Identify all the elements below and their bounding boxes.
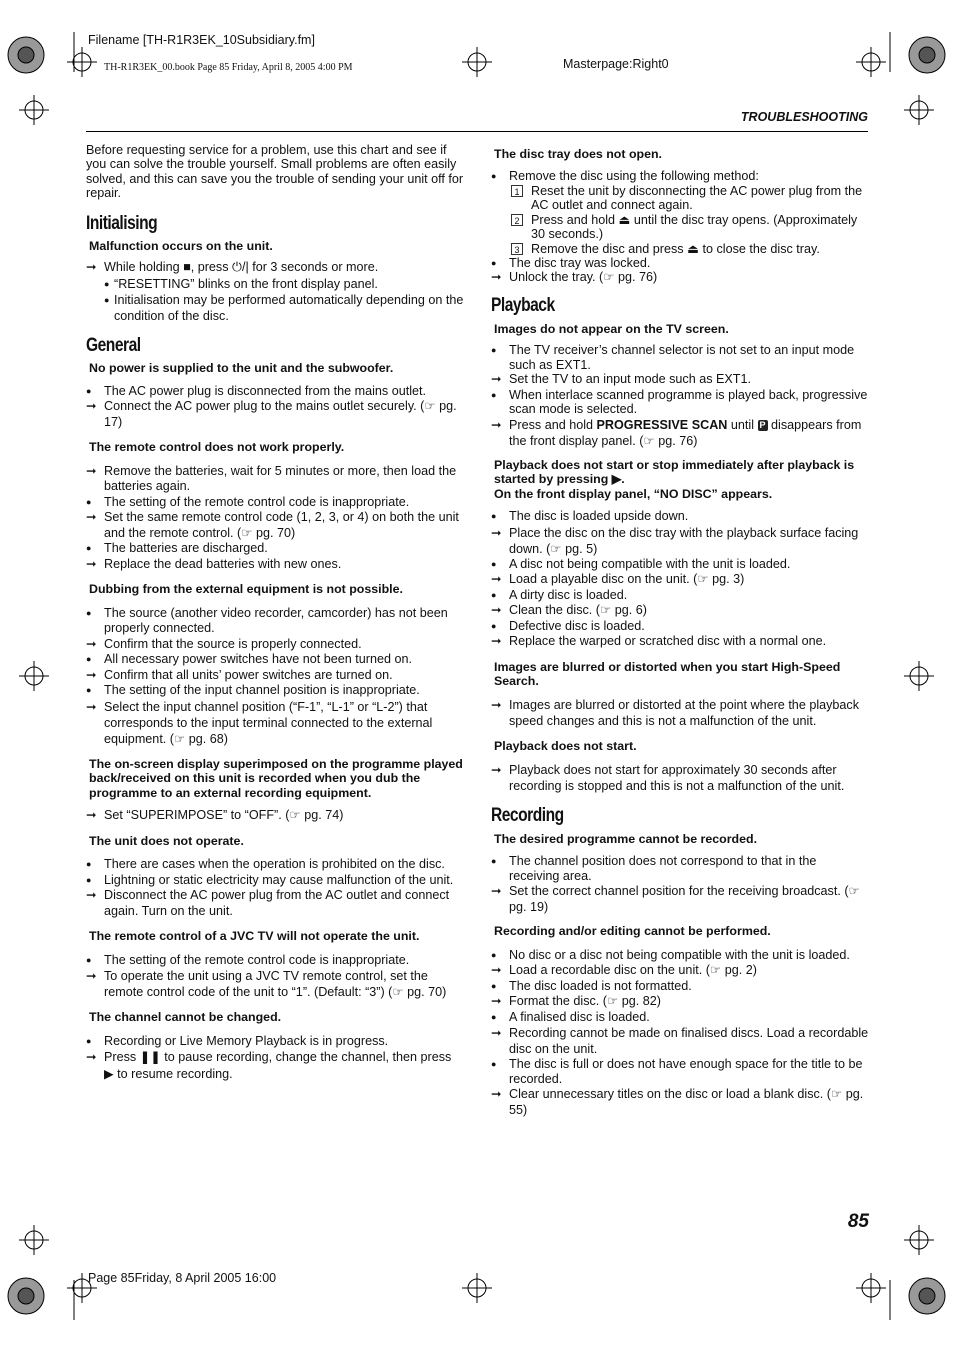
- bullet-icon: ●: [491, 620, 497, 631]
- bullet-icon: ●: [491, 980, 497, 991]
- arrow-icon: ➞: [491, 603, 502, 617]
- footer-line: Page 85Friday, 8 April 2005 16:00: [88, 1271, 277, 1285]
- arrow-icon: ➞: [491, 372, 502, 386]
- list-item: ➞ While holding ■, press ⏻/| for 3 seconds or more.: [86, 260, 379, 275]
- list-item: ➞ Clear unnecessary titles on the disc or load a blank disc. (☞ pg. 55): [491, 1087, 864, 1117]
- list-item: ● All necessary power switches have not been turned on.: [86, 652, 413, 667]
- book-line: TH-R1R3EK_00.book Page 85 Friday, April 8, 2005 4:00 PM: [104, 62, 353, 73]
- arrow-icon: ➞: [491, 884, 502, 898]
- list-item: ● There are cases when the operation is prohibited on the disc.: [86, 857, 445, 872]
- bullet-icon: ●: [86, 859, 92, 870]
- list-item: ➞ To operate the unit using a JVC TV remote control, set the remote control code of the unit to “1”. (Default: “3”) (☞ pg. 70): [86, 969, 447, 1000]
- question: Malfunction occurs on the unit.: [89, 238, 273, 253]
- list-item: ● The source (another video recorder, camcorder) has not been properly connected.: [86, 605, 448, 636]
- bullet-icon: ●: [86, 385, 92, 396]
- arrow-icon: ➞: [491, 1087, 502, 1101]
- question: The desired programme cannot be recorded.: [494, 831, 758, 846]
- question: The disc tray does not open.: [494, 147, 662, 161]
- arrow-icon: ➞: [491, 572, 502, 586]
- bullet-icon: ●: [104, 294, 110, 305]
- question: Recording and/or editing cannot be performed.: [494, 924, 771, 938]
- bullet-icon: ●: [491, 589, 497, 600]
- list-item: ➞ Press and hold PROGRESSIVE SCAN until P disappears from the front display panel. (☞ pg. 76): [491, 417, 862, 448]
- list-item: ● Remove the disc using the following method:: [491, 168, 759, 183]
- list-item: ● Recording or Live Memory Playback is in progress.: [86, 1033, 389, 1048]
- arrow-icon: ➞: [86, 463, 97, 478]
- arrow-icon: ➞: [86, 808, 97, 823]
- bullet-icon: ●: [491, 389, 497, 400]
- bullet-icon: ●: [104, 278, 110, 289]
- bullet-icon: ●: [86, 685, 92, 696]
- list-item: ➞ Select the input channel position (“F-1”, “L-1” or “L-2”) that corresponds to the input terminal connected to the external equipment. (☞ pg. 68): [86, 699, 433, 746]
- list-item: 2 Press and hold ⏏ until the disc tray opens. (Approximately 30 seconds.): [491, 213, 869, 241]
- list-item: ➞ Load a recordable disc on the unit. (☞ pg. 2): [491, 963, 757, 977]
- list-item: ➞ Place the disc on the disc tray with the playback surface facing down. (☞ pg. 5): [491, 525, 859, 556]
- list-item: ➞ Set the TV to an input mode such as EXT1.: [491, 372, 751, 386]
- bullet-icon: ●: [86, 496, 92, 507]
- playback-heading: Playback: [491, 295, 555, 316]
- list-item: ● “RESETTING” blinks on the front display panel.: [104, 276, 378, 291]
- bullet-icon: ●: [86, 1035, 92, 1046]
- list-item: ● The setting of the remote control code is inappropriate.: [86, 494, 410, 509]
- arrow-icon: ➞: [86, 969, 97, 984]
- arrow-icon: ➞: [86, 1050, 97, 1065]
- list-item: ● The disc tray was locked.: [491, 256, 651, 270]
- list-item: ➞ Set “SUPERIMPOSE” to “OFF”. (☞ pg. 74): [86, 808, 344, 823]
- list-item: ➞ Set the correct channel position for the receiving broadcast. (☞ pg. 19): [491, 884, 860, 914]
- list-item: ➞ Clean the disc. (☞ pg. 6): [491, 603, 647, 617]
- bullet-icon: ●: [86, 954, 92, 965]
- list-item: ● Initialisation may be performed automatically depending on the condition of the disc.: [104, 292, 464, 323]
- filename-label: Filename [TH-R1R3EK_10Subsidiary.fm]: [88, 33, 315, 47]
- section-label: TROUBLESHOOTING: [740, 110, 868, 124]
- arrow-icon: ➞: [491, 963, 502, 977]
- progressive-scan-button-label: PROGRESSIVE SCAN: [596, 417, 728, 432]
- question: Images do not appear on the TV screen.: [494, 321, 729, 336]
- step-number-icon: 2: [511, 214, 523, 226]
- step-number-icon: 3: [511, 243, 523, 255]
- list-item: ● A finalised disc is loaded.: [491, 1009, 650, 1024]
- list-item: ● The TV receiver’s channel selector is not set to an input mode such as EXT1.: [491, 343, 855, 372]
- question: Dubbing from the external equipment is not possible.: [89, 582, 403, 597]
- question: Playback does not start or stop immediately after playback is started by pressing ▶.: [494, 457, 855, 486]
- arrow-icon: ➞: [491, 763, 502, 777]
- list-item: ● A dirty disc is loaded.: [491, 587, 628, 602]
- arrow-icon: ➞: [86, 888, 97, 903]
- intro-paragraph: Before requesting service for a problem, use this chart and see if you can solve the trouble yourself. Small problems are often easily solved, and this can save you the trouble of sending your unit off for repair.: [86, 143, 464, 200]
- masterpage-label: Masterpage:Right0: [563, 57, 669, 71]
- question: The on-screen display superimposed on the programme played back/received on this unit is recorded when you dub the programme to an external recording equipment.: [89, 756, 463, 800]
- question: The unit does not operate.: [89, 833, 244, 848]
- list-item: ➞ Load a playable disc on the unit. (☞ pg. 3): [491, 572, 745, 586]
- bullet-icon: ●: [491, 511, 497, 521]
- list-item: 1 Reset the unit by disconnecting the AC power plug from the AC outlet and connect again.: [491, 184, 869, 212]
- list-item: ● The batteries are discharged.: [86, 541, 268, 556]
- arrow-icon: ➞: [491, 270, 502, 284]
- bullet-icon: ●: [86, 543, 92, 554]
- question: The remote control of a JVC TV will not operate the unit.: [89, 929, 420, 944]
- question: Playback does not start.: [494, 738, 637, 753]
- list-item: ● The disc loaded is not formatted.: [491, 978, 692, 993]
- arrow-icon: ➞: [86, 636, 97, 651]
- bullet-icon: ●: [491, 1011, 497, 1022]
- list-item: ➞ Disconnect the AC power plug from the AC outlet and connect again. Turn on the unit.: [86, 888, 450, 918]
- arrow-icon: ➞: [86, 667, 97, 682]
- list-item: ➞ Playback does not start for approximately 30 seconds after recording is stopped and this is not a malfunction of the unit.: [491, 763, 845, 793]
- list-item: ➞ Replace the dead batteries with new ones.: [86, 556, 342, 571]
- arrow-icon: ➞: [491, 697, 502, 712]
- list-item: ➞ Unlock the tray. (☞ pg. 76): [491, 270, 658, 284]
- general-heading: General: [86, 334, 141, 356]
- page-number: 85: [847, 1211, 869, 1232]
- list-item: 3 Remove the disc and press ⏏ to close the disc tray.: [491, 242, 869, 256]
- arrow-icon: ➞: [86, 260, 97, 275]
- step-number-icon: 1: [511, 185, 523, 197]
- bullet-icon: ●: [86, 874, 92, 885]
- list-item: ● The disc is loaded upside down.: [491, 509, 689, 523]
- bullet-icon: ●: [491, 558, 497, 569]
- arrow-icon: ➞: [86, 510, 97, 525]
- list-item: ● The AC power plug is disconnected from the mains outlet.: [86, 383, 427, 398]
- list-item: ● Lightning or static electricity may cause malfunction of the unit.: [86, 872, 454, 887]
- header-rule: [86, 131, 868, 132]
- list-item: ● Defective disc is loaded.: [491, 618, 645, 633]
- list-item: ➞ Remove the batteries, wait for 5 minutes or more, then load the batteries again.: [86, 463, 457, 494]
- list-item: ● A disc not being compatible with the unit is loaded.: [491, 556, 791, 571]
- bullet-icon: ●: [491, 345, 497, 355]
- question: On the front display panel, “NO DISC” appears.: [494, 486, 773, 501]
- list-item: ➞ Replace the warped or scratched disc with a normal one.: [491, 634, 827, 648]
- arrow-icon: ➞: [491, 994, 502, 1008]
- list-item: ➞ Format the disc. (☞ pg. 82): [491, 994, 661, 1008]
- list-item: ● No disc or a disc not being compatible with the unit is loaded.: [491, 947, 850, 962]
- arrow-icon: ➞: [491, 417, 502, 432]
- list-item: ➞ Recording cannot be made on finalised discs. Load a recordable disc on the unit.: [491, 1026, 869, 1056]
- question: The remote control does not work properly.: [89, 440, 345, 455]
- list-item: ➞ Press ❚❚ to pause recording, change the channel, then press ▶ to resume recording.: [86, 1050, 452, 1082]
- initialising-heading: Initialising: [86, 213, 158, 235]
- arrow-icon: ➞: [86, 399, 97, 414]
- left-column: [86, 143, 464, 1083]
- bullet-icon: ●: [491, 258, 497, 268]
- list-item: ➞ Images are blurred or distorted at the point where the playback speed changes and this is not a malfunction of the unit.: [491, 697, 860, 728]
- list-item: ➞ Set the same remote control code (1, 2, 3, or 4) on both the unit and the remote control. (☞ pg. 70): [86, 510, 459, 540]
- list-item: ● The channel position does not correspond to that in the receiving area.: [491, 854, 817, 883]
- arrow-icon: ➞: [491, 634, 502, 648]
- list-item: ● The disc is full or does not have enough space for the title to be recorded.: [491, 1057, 863, 1086]
- list-item: ➞ Connect the AC power plug to the mains outlet securely. (☞ pg. 17): [86, 399, 457, 429]
- recording-heading: Recording: [491, 805, 564, 826]
- bullet-icon: ●: [491, 856, 497, 866]
- progressive-indicator-icon: P: [759, 419, 766, 430]
- arrow-icon: ➞: [491, 525, 502, 540]
- arrow-icon: ➞: [491, 1026, 502, 1040]
- list-item: ● The setting of the input channel position is inappropriate.: [86, 683, 420, 698]
- question: The channel cannot be changed.: [89, 1010, 282, 1025]
- arrow-icon: ➞: [86, 699, 97, 714]
- question: No power is supplied to the unit and the subwoofer.: [89, 361, 394, 376]
- list-item: ➞ Confirm that all units’ power switches are turned on.: [86, 667, 393, 682]
- bullet-icon: ●: [491, 1059, 497, 1069]
- list-item: ● When interlace scanned programme is played back, progressive scan mode is selected.: [491, 387, 868, 416]
- question: Images are blurred or distorted when you start High-Speed Search.: [494, 659, 841, 688]
- right-column: [491, 147, 869, 1118]
- bullet-icon: ●: [86, 654, 92, 665]
- list-item: ➞ Confirm that the source is properly connected.: [86, 636, 362, 651]
- bullet-icon: ●: [491, 170, 497, 181]
- arrow-icon: ➞: [86, 556, 97, 571]
- bullet-icon: ●: [86, 607, 92, 618]
- list-item: ● The setting of the remote control code is inappropriate.: [86, 952, 410, 967]
- bullet-icon: ●: [491, 949, 497, 960]
